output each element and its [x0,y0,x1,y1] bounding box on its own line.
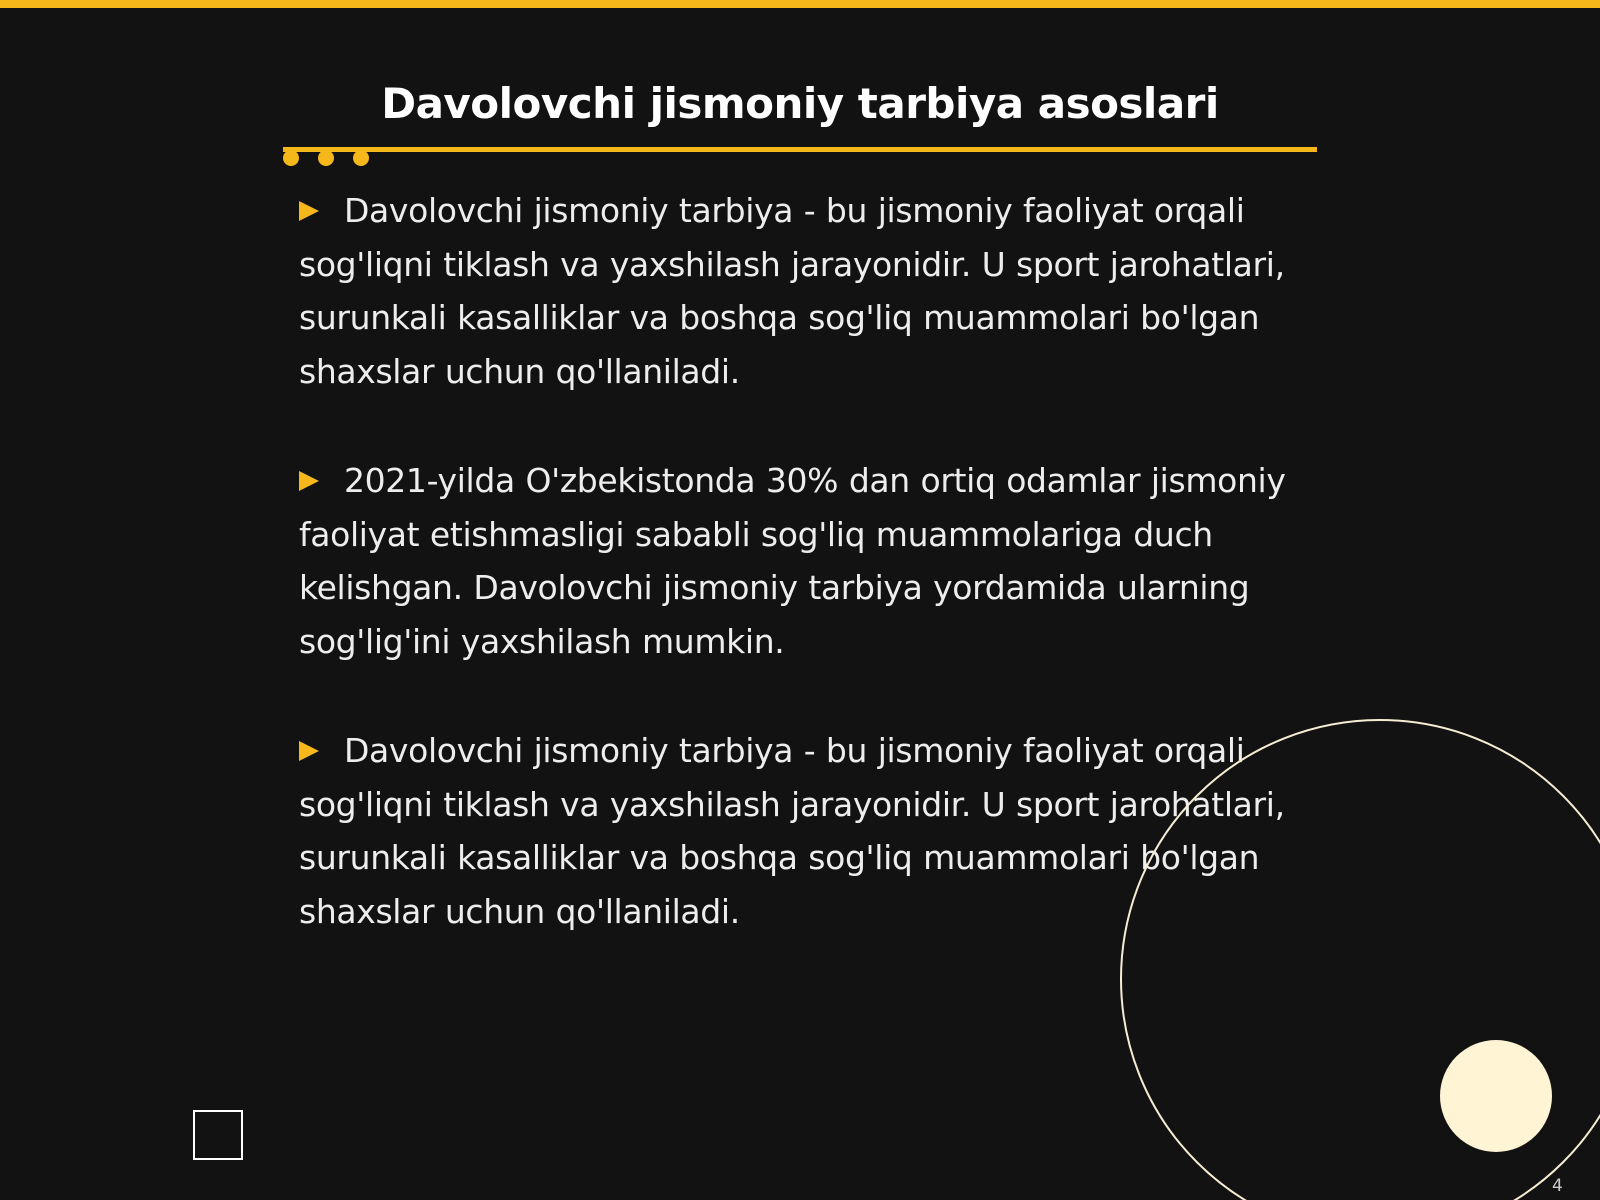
right-triangle-icon [299,201,319,221]
decorative-filled-circle [1440,1040,1552,1152]
bullet-text: 2021-yilda O'zbekistonda 30% dan ortiq odamlar jismoniy faoliyat etishmasligi sababli sog'liq muammolariga duch kelishgan. Davolovchi jismoniy tarbiya yordamida ularning sog'lig'ini yaxshilash mumkin. [299,461,1286,661]
bullet-text: Davolovchi jismoniy tarbiya - bu jismoniy faoliyat orqali sog'liqni tiklash va yaxshilash jarayonidir. U sport jarohatlari, surunkali kasalliklar va boshqa sog'liq muammolari bo'lgan shaxslar uchun qo'llaniladi. [299,191,1285,391]
bullet-item [299,184,1299,398]
top-accent-bar [0,0,1600,8]
decorative-dot [353,150,369,166]
bullet-item [299,454,1299,668]
decorative-dot [318,150,334,166]
title-underline [283,147,1317,152]
decorative-dot [283,150,299,166]
square-outline-icon [193,1110,243,1160]
slide-title: Davolovchi jismoniy tarbiya asoslari [381,79,1219,128]
right-triangle-icon [299,741,319,761]
right-triangle-icon [299,471,319,491]
page-number: 4 [1552,1176,1563,1196]
bullet-text: Davolovchi jismoniy tarbiya - bu jismoniy faoliyat orqali sog'liqni tiklash va yaxshilash jarayonidir. U sport jarohatlari, surunkali kasalliklar va boshqa sog'liq muammolari bo'lgan shaxslar uchun qo'llaniladi. [299,731,1285,931]
